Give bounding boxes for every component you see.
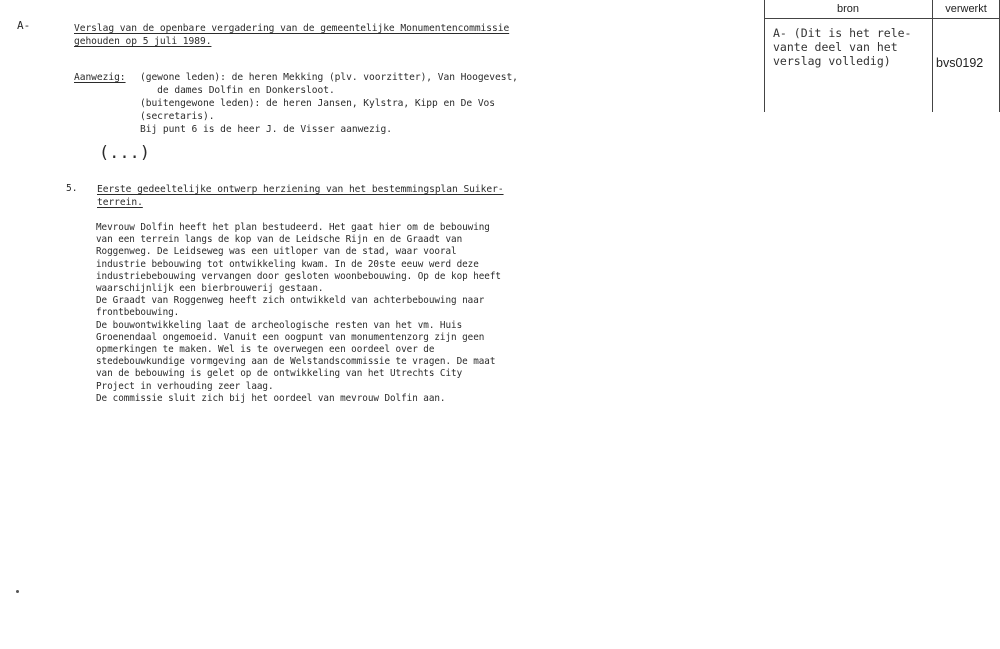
body-line: De Graadt van Roggenweg heeft zich ontwikkeld van achterbebouwing naar: [96, 295, 485, 307]
body-line: frontbebouwing.: [96, 307, 180, 319]
minutes-body: [96, 222, 501, 405]
report-title: [74, 22, 509, 48]
ellipsis-omission: (...): [99, 143, 150, 163]
body-line: waarschijnlijk een bierbrouwerij gestaan.: [96, 283, 324, 295]
bron-line: vante deel van het: [773, 40, 898, 54]
attendance-line: (buitengewone leden): de heren Jansen, Kylstra, Kipp en De Vos: [140, 98, 496, 109]
body-line: De bouwontwikkeling laat de archeologische resten van het vm. Huis: [96, 319, 463, 331]
table-divider: [932, 0, 933, 112]
attendance-line: (gewone leden): de heren Mekking (plv. voorzitter), Van Hoogevest,: [140, 72, 518, 83]
body-line: De commissie sluit zich bij het oordeel van mevrouw Dolfin aan.: [96, 392, 446, 404]
item-title-line-2: terrein.: [97, 197, 143, 208]
bron-line: verslag volledig): [773, 54, 891, 68]
item-number: 5.: [66, 183, 78, 194]
body-line: van een terrein langs de kop van de Leidsche Rijn en de Graadt van: [96, 234, 463, 246]
attendance-list: [140, 71, 518, 136]
margin-mark: A-: [17, 19, 31, 32]
attendance-line: (secretaris).: [140, 111, 215, 122]
stray-dot: [16, 590, 19, 593]
attendance-line: de dames Dolfin en Donkersloot.: [140, 85, 335, 96]
body-line: Groenendaal ongemoeid. Vanuit een oogpunt van monumentenzorg zijn geen: [96, 331, 485, 343]
body-line: Project in verhouding zeer laag.: [96, 380, 274, 392]
body-line: industriebebouwing vervangen door gesloten woonbebouwing. Op de kop heeft: [96, 270, 501, 282]
source-table: [764, 0, 1000, 112]
body-line: opmerkingen te maken. Wel is te overwegen een oordeel over de: [96, 344, 435, 356]
verwerkt-cell: bvs0192: [936, 56, 984, 70]
body-line: van de bebouwing is gelet op de ontwikkeling van het Utrechts City: [96, 368, 463, 380]
bron-line: A- (Dit is het rele-: [773, 26, 912, 40]
bron-cell: [773, 26, 911, 68]
table-border-left: [764, 0, 765, 112]
attendance-label: Aanwezig:: [74, 72, 126, 83]
table-header-bron: bron: [836, 3, 860, 15]
item-title-line-1: Eerste gedeeltelijke ontwerp herziening van het bestemmingsplan Suiker-: [97, 184, 504, 195]
attendance-line: Bij punt 6 is de heer J. de Visser aanwezig.: [140, 124, 392, 135]
body-line: industrie bebouwing tot ontwikkeling kwam. In de 20ste eeuw werd deze: [96, 258, 479, 270]
item-title: [97, 183, 504, 209]
report-title-line-2: gehouden op 5 juli 1989.: [74, 36, 212, 47]
report-title-line-1: Verslag van de openbare vergadering van de gemeentelijke Monumentencommissie: [74, 23, 510, 34]
body-line: Mevrouw Dolfin heeft het plan bestudeerd. Het gaat hier om de bebouwing: [96, 222, 490, 233]
body-line: stedebouwkundige vormgeving aan de Welstandscommissie te vragen. De maat: [96, 356, 496, 368]
table-header-rule: [764, 18, 1000, 19]
body-line: Roggenweg. De Leidseweg was een uitloper van de stad, waar vooral: [96, 246, 457, 258]
table-header-verwerkt: verwerkt: [945, 3, 987, 15]
